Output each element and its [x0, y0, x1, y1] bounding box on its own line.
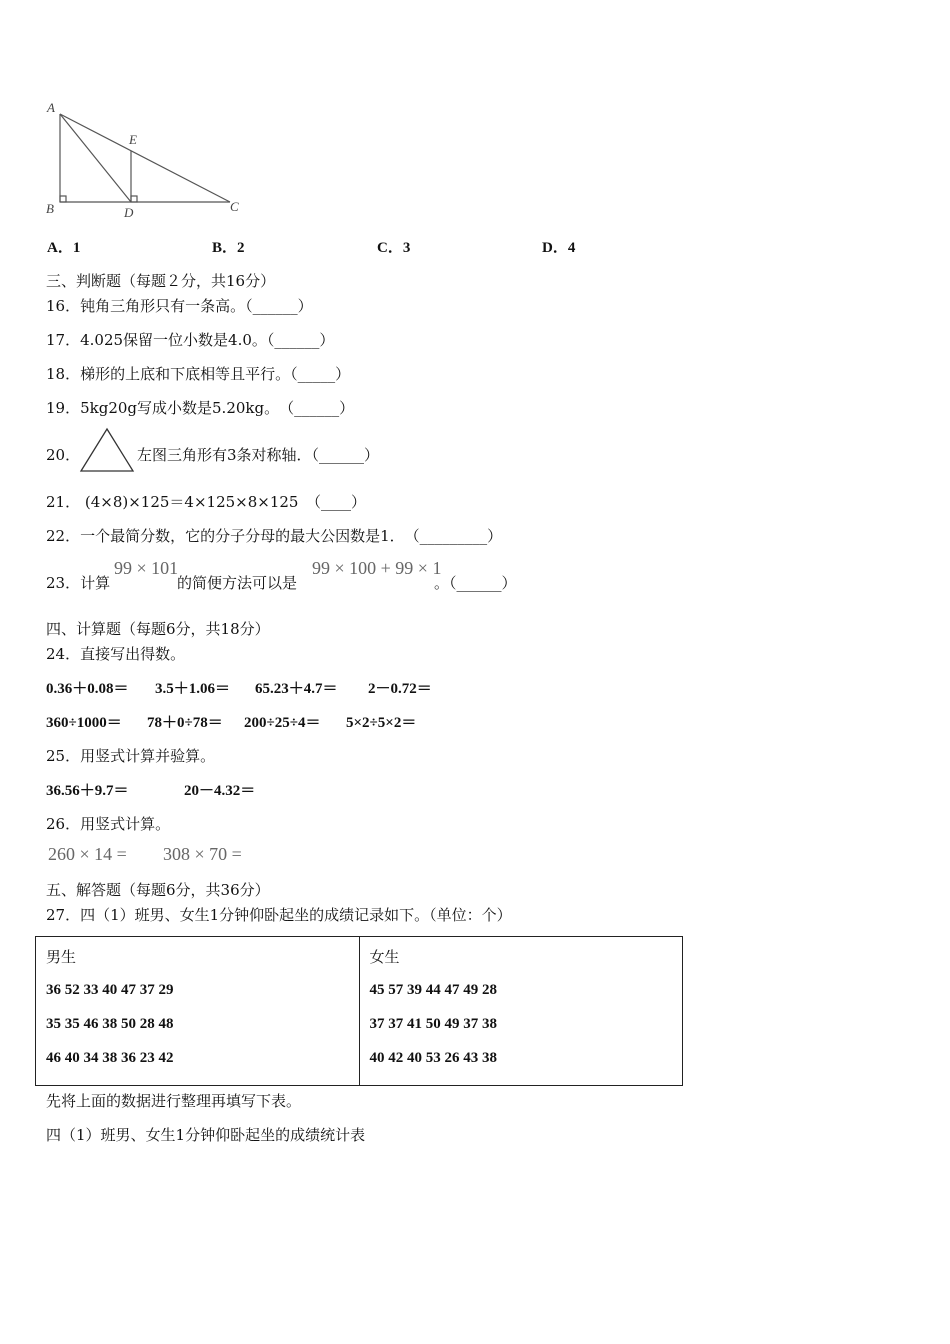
label-a: A: [47, 100, 55, 115]
q24-item: 65.23＋4.7＝: [255, 681, 338, 697]
right-angle-d: [131, 196, 137, 202]
q20-number: 20．: [46, 446, 81, 464]
section3-title: 三、判断题（每题２分，共16分）: [46, 272, 276, 290]
q22: 22．一个最简分数，它的分子分母的最大公因数是1． （_________）: [46, 527, 503, 545]
q21: 21． (4×8)×125＝4×125×8×125 （____）: [46, 493, 366, 511]
q17: 17．4.025保留一位小数是4.0。（______）: [46, 331, 335, 349]
label-d: D: [124, 205, 134, 220]
q23-middle: 的简便方法可以是: [177, 574, 298, 592]
q20-triangle-figure: [78, 426, 136, 474]
option-a: A．1: [47, 240, 81, 256]
q18: 18．梯形的上底和下底相等且平行。（_____）: [46, 365, 351, 383]
q23-suffix: 。（______）: [434, 574, 517, 592]
boys-row: 36 52 33 40 47 37 29: [46, 982, 174, 998]
girls-row: 40 42 40 53 26 43 38: [369, 1050, 497, 1066]
q24-item: 2－0.72＝: [368, 681, 432, 697]
q25-item: 36.56＋9.7＝: [46, 783, 129, 799]
q23-expression-2: 99 × 100 + 99 × 1: [312, 558, 442, 578]
q24-item: 200÷25÷4＝: [244, 715, 321, 731]
q16: 16．钝角三角形只有一条高。（______）: [46, 297, 313, 315]
q24: 24．直接写出得数。: [46, 645, 186, 663]
boys-header: 男生: [46, 948, 77, 966]
option-b: B．2: [212, 240, 245, 256]
records-table: [35, 936, 683, 1086]
q26-item: 308 × 70 =: [163, 844, 242, 864]
q24-item: 78＋0÷78＝: [147, 715, 223, 731]
q23-prefix: 23．计算: [46, 574, 111, 592]
q24-item: 5×2÷5×2＝: [346, 715, 417, 731]
girls-column: [359, 937, 683, 1086]
right-angle-b: [60, 196, 66, 202]
q24-item: 3.5＋1.06＝: [155, 681, 231, 697]
instruction-text: 先将上面的数据进行整理再填写下表。: [46, 1092, 302, 1110]
label-c: C: [230, 199, 239, 214]
boys-row: 35 35 46 38 50 28 48: [46, 1016, 174, 1032]
q26-item: 260 × 14 =: [48, 844, 127, 864]
girls-header: 女生: [369, 948, 400, 966]
q27: 27．四（1）班男、女生1分钟仰卧起坐的成绩记录如下。（单位：个）: [46, 906, 512, 924]
label-b: B: [46, 201, 54, 216]
girls-row: 37 37 41 50 49 37 38: [369, 1016, 497, 1032]
triangle-figure: [40, 98, 250, 223]
section4-title: 四、计算题（每题6分，共18分）: [46, 620, 270, 638]
label-e: E: [129, 132, 137, 147]
q19: 19．5kg20g写成小数是5.20kg。 （______）: [46, 399, 355, 417]
q23-expression-1: 99 × 101: [114, 558, 179, 578]
stat-table-title: 四（1）班男、女生1分钟仰卧起坐的成绩统计表: [46, 1126, 366, 1144]
option-c: C．3: [377, 240, 411, 256]
q20-text: 左图三角形有3条对称轴．（______）: [137, 446, 380, 464]
q25: 25．用竖式计算并验算。: [46, 747, 216, 765]
option-d: D．4: [542, 240, 576, 256]
segment-ac: [60, 114, 230, 202]
segment-ad: [60, 114, 131, 202]
q24-item: 0.36＋0.08＝: [46, 681, 129, 697]
girls-row: 45 57 39 44 47 49 28: [369, 982, 497, 998]
boys-row: 46 40 34 38 36 23 42: [46, 1050, 174, 1066]
q26: 26．用竖式计算。: [46, 815, 171, 833]
boys-column: [36, 937, 360, 1086]
section5-title: 五、解答题（每题6分，共36分）: [46, 881, 270, 899]
q25-item: 20－4.32＝: [184, 783, 256, 799]
q24-item: 360÷1000＝: [46, 715, 122, 731]
